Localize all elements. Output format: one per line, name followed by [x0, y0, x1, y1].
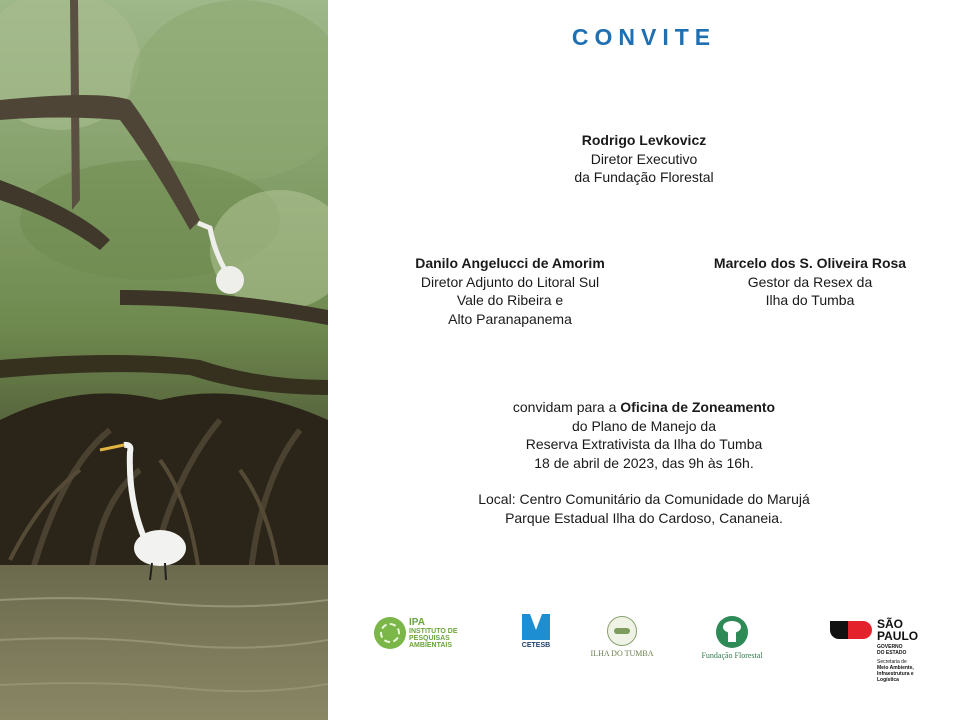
ipa-emblem-icon: [374, 617, 406, 649]
event-location: Local: Centro Comunitário da Comunidade do Marujá: [478, 491, 810, 507]
left-host-line: Vale do Ribeira e: [456, 292, 564, 308]
ilha-do-tumba-logo: [590, 616, 654, 666]
cetesb-logo-text: CETESB: [521, 642, 551, 649]
sp-government-label: [877, 644, 906, 656]
invitation-title: CONVITE: [571, 24, 717, 50]
ipa-logo-line: INSTITUTO DE: [409, 628, 458, 635]
sp-title-line: PAULO: [877, 629, 919, 643]
sp-gov-line: DO ESTADO: [877, 650, 907, 656]
sp-secretariat-label: [877, 659, 914, 683]
ipa-logo-text: IPA: [409, 617, 425, 628]
sp-sec-line: Logística: [877, 677, 899, 683]
left-host-block: [380, 254, 640, 328]
mangrove-egret-photo: [0, 0, 328, 720]
sp-sec-line: Secretaria de: [877, 659, 907, 665]
left-host-line: Alto Paranapanema: [448, 310, 572, 327]
ipa-logo-line: PESQUISAS AMBIENTAIS: [409, 635, 453, 649]
host-name: Rodrigo Levkovicz: [581, 132, 707, 148]
event-name: Oficina de Zoneamento: [620, 399, 776, 415]
right-host-name: Marcelo dos S. Oliveira Rosa: [713, 255, 907, 271]
invite-line-3: Reserva Extrativista da Ilha do Tumba: [525, 436, 763, 452]
sp-title-line: SÃO: [877, 617, 904, 631]
tumba-emblem-icon: [607, 616, 637, 646]
cetesb-emblem-icon: [522, 614, 550, 640]
sp-sec-line: Meio Ambiente,: [877, 665, 914, 671]
right-host-block: [680, 254, 940, 310]
tumba-logo-text: ILHA DO TUMBA: [590, 649, 654, 658]
host-line: Diretor Executivo: [590, 150, 698, 167]
cetesb-logo: [520, 614, 552, 654]
right-host-line: Ilha do Tumba: [765, 292, 855, 308]
tree-icon: [716, 616, 748, 648]
sp-sec-line: Infraestrutura e: [877, 671, 914, 677]
sp-gov-line: GOVERNO: [877, 644, 903, 650]
logos-row: [328, 610, 960, 700]
invite-line-2: do Plano de Manejo da: [572, 417, 716, 434]
main-host-block: [494, 131, 794, 187]
fundacao-florestal-logo: [692, 616, 772, 666]
invitation-body: [388, 398, 900, 527]
host-line: da Fundação Florestal: [574, 169, 714, 185]
ff-logo-text: Fundação Florestal: [701, 651, 763, 660]
left-host-line: Diretor Adjunto do Litoral Sul: [420, 273, 600, 290]
event-date: 18 de abril de 2023, das 9h às 16h.: [534, 454, 754, 471]
event-location-2: Parque Estadual Ilha do Cardoso, Cananeia.: [505, 509, 783, 526]
left-host-name: Danilo Angelucci de Amorim: [415, 255, 605, 271]
invite-line-1: [388, 398, 900, 417]
sao-paulo-government-logo: [830, 618, 930, 688]
sp-emblem-icon: [830, 621, 874, 639]
right-host-line: Gestor da Resex da: [747, 273, 873, 290]
invite-prefix: convidam para a: [512, 399, 621, 415]
ipa-logo: [374, 616, 484, 650]
sp-title: [877, 618, 918, 642]
